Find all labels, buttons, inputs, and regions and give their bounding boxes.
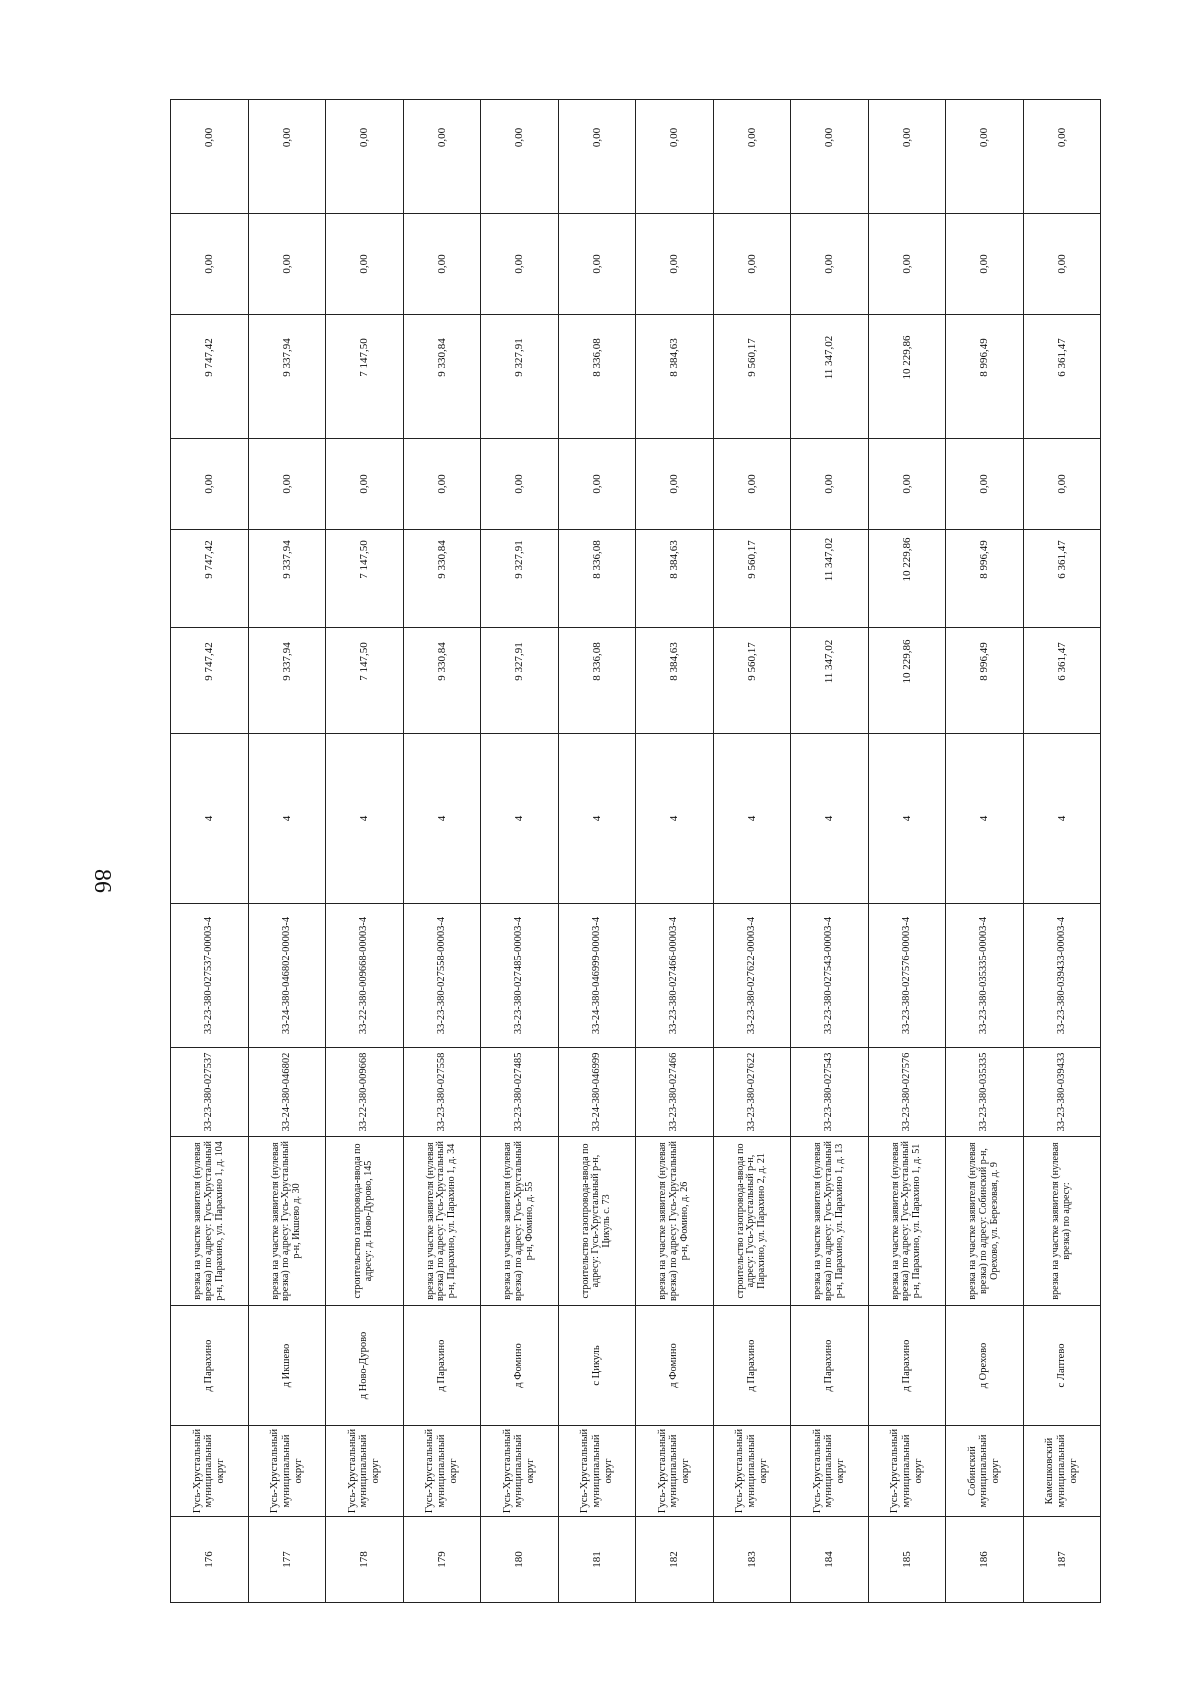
zero-cost-cell: 0,00 bbox=[326, 439, 404, 530]
category-cell: 4 bbox=[713, 734, 791, 904]
cadastral-number-cell: 33-23-380-027622 bbox=[713, 1048, 791, 1137]
category-cell: 4 bbox=[868, 734, 946, 904]
work-description-cell: врезка на участке заявителя (нулевая врезка) по адресу: Гусь-Хрустальный р-н, Парахино, ул. Парахино 1, д. 34 bbox=[403, 1137, 481, 1306]
code-cell: 33-23-380-027622-00003-4 bbox=[713, 904, 791, 1048]
district-cell: Собинский муниципальный округ bbox=[946, 1426, 1024, 1517]
cadastral-number-cell: 33-23-380-039433 bbox=[1023, 1048, 1101, 1137]
locality-cell: д Фомино bbox=[481, 1306, 559, 1426]
work-description-cell: врезка на участке заявителя (нулевая врезка) по адресу: Гусь-Хрустальный р-н, Парахино, ул. Парахино 1, д. 51 bbox=[868, 1137, 946, 1306]
zero-value-cell-a: 0,00 bbox=[636, 214, 714, 315]
cadastral-number-cell: 33-23-380-027537 bbox=[171, 1048, 249, 1137]
locality-cell: с Лаптево bbox=[1023, 1306, 1101, 1426]
district-cell: Гусь-Хрустальный муниципальный округ bbox=[868, 1426, 946, 1517]
work-description-cell: строительство газопровода-ввода по адресу: д. Ново-Дурово, 145 bbox=[326, 1137, 404, 1306]
district-cell: Гусь-Хрустальный муниципальный округ bbox=[791, 1426, 869, 1517]
zero-value-cell-b: 0,00 bbox=[1023, 100, 1101, 214]
cost-cell: 8 384,63 bbox=[636, 530, 714, 628]
category-cell: 4 bbox=[558, 734, 636, 904]
payment-cell: 9 747,42 bbox=[171, 315, 249, 439]
code-cell: 33-23-380-027466-00003-4 bbox=[636, 904, 714, 1048]
cadastral-number-cell: 33-22-380-009668 bbox=[326, 1048, 404, 1137]
cost-cell: 9 747,42 bbox=[171, 530, 249, 628]
district-cell: Гусь-Хрустальный муниципальный округ bbox=[481, 1426, 559, 1517]
table-row bbox=[791, 100, 869, 1603]
cadastral-number-cell: 33-23-380-027543 bbox=[791, 1048, 869, 1137]
zero-cost-cell: 0,00 bbox=[558, 439, 636, 530]
cost-cell: 8 996,49 bbox=[946, 530, 1024, 628]
code-cell: 33-23-380-035335-00003-4 bbox=[946, 904, 1024, 1048]
locality-cell: д Ново-Дурово bbox=[326, 1306, 404, 1426]
payment-cell: 7 147,50 bbox=[326, 315, 404, 439]
category-cell: 4 bbox=[636, 734, 714, 904]
zero-value-cell-a: 0,00 bbox=[248, 214, 326, 315]
category-cell: 4 bbox=[171, 734, 249, 904]
cost-cell: 9 330,84 bbox=[403, 530, 481, 628]
zero-cost-cell: 0,00 bbox=[403, 439, 481, 530]
table-row bbox=[326, 100, 404, 1603]
cost-cell: 10 229,86 bbox=[868, 530, 946, 628]
district-cell: Гусь-Хрустальный муниципальный округ bbox=[326, 1426, 404, 1517]
zero-value-cell-a: 0,00 bbox=[1023, 214, 1101, 315]
zero-value-cell-a: 0,00 bbox=[326, 214, 404, 315]
work-description-cell: врезка на участке заявителя (нулевая врезка) по адресу: Гусь-Хрустальный р-н, Икшево д. 30 bbox=[248, 1137, 326, 1306]
table-row bbox=[558, 100, 636, 1603]
work-description-cell: врезка на участке заявителя (нулевая врезка) по адресу: Гусь-Хрустальный р-н, Парахино, ул. Парахино 1, д. 13 bbox=[791, 1137, 869, 1306]
table-row bbox=[171, 100, 249, 1603]
locality-cell: д Орехово bbox=[946, 1306, 1024, 1426]
locality-cell: д Парахино bbox=[171, 1306, 249, 1426]
table-row bbox=[481, 100, 559, 1603]
work-description-cell: врезка на участке заявителя (нулевая врезка) по адресу: bbox=[1023, 1137, 1101, 1306]
total-cost-cell: 7 147,50 bbox=[326, 628, 404, 734]
zero-cost-cell: 0,00 bbox=[171, 439, 249, 530]
zero-value-cell-b: 0,00 bbox=[248, 100, 326, 214]
cost-cell: 8 336,08 bbox=[558, 530, 636, 628]
district-cell: Гусь-Хрустальный муниципальный округ bbox=[713, 1426, 791, 1517]
zero-cost-cell: 0,00 bbox=[481, 439, 559, 530]
cost-cell: 9 327,91 bbox=[481, 530, 559, 628]
row-number-cell: 187 bbox=[1023, 1517, 1101, 1603]
zero-cost-cell: 0,00 bbox=[791, 439, 869, 530]
zero-value-cell-a: 0,00 bbox=[403, 214, 481, 315]
total-cost-cell: 8 336,08 bbox=[558, 628, 636, 734]
zero-cost-cell: 0,00 bbox=[868, 439, 946, 530]
table-row bbox=[403, 100, 481, 1603]
total-cost-cell: 6 361,47 bbox=[1023, 628, 1101, 734]
table-row bbox=[636, 100, 714, 1603]
payment-cell: 9 337,94 bbox=[248, 315, 326, 439]
zero-cost-cell: 0,00 bbox=[946, 439, 1024, 530]
cadastral-number-cell: 33-23-380-035335 bbox=[946, 1048, 1024, 1137]
district-cell: Гусь-Хрустальный муниципальный округ bbox=[558, 1426, 636, 1517]
locality-cell: д Парахино bbox=[403, 1306, 481, 1426]
table-row bbox=[1023, 100, 1101, 1603]
zero-cost-cell: 0,00 bbox=[636, 439, 714, 530]
zero-cost-cell: 0,00 bbox=[1023, 439, 1101, 530]
zero-value-cell-a: 0,00 bbox=[868, 214, 946, 315]
cost-cell: 9 337,94 bbox=[248, 530, 326, 628]
payment-cell: 6 361,47 bbox=[1023, 315, 1101, 439]
row-number-cell: 182 bbox=[636, 1517, 714, 1603]
cost-cell: 7 147,50 bbox=[326, 530, 404, 628]
total-cost-cell: 9 337,94 bbox=[248, 628, 326, 734]
table-row bbox=[248, 100, 326, 1603]
cadastral-number-cell: 33-23-380-027558 bbox=[403, 1048, 481, 1137]
zero-cost-cell: 0,00 bbox=[713, 439, 791, 530]
row-number-cell: 185 bbox=[868, 1517, 946, 1603]
total-cost-cell: 9 747,42 bbox=[171, 628, 249, 734]
zero-value-cell-a: 0,00 bbox=[713, 214, 791, 315]
category-cell: 4 bbox=[791, 734, 869, 904]
zero-value-cell-b: 0,00 bbox=[481, 100, 559, 214]
payment-cell: 8 384,63 bbox=[636, 315, 714, 439]
category-cell: 4 bbox=[326, 734, 404, 904]
category-cell: 4 bbox=[481, 734, 559, 904]
total-cost-cell: 11 347,02 bbox=[791, 628, 869, 734]
row-number-cell: 183 bbox=[713, 1517, 791, 1603]
total-cost-cell: 10 229,86 bbox=[868, 628, 946, 734]
total-cost-cell: 8 996,49 bbox=[946, 628, 1024, 734]
cadastral-number-cell: 33-24-380-046999 bbox=[558, 1048, 636, 1137]
row-number-cell: 179 bbox=[403, 1517, 481, 1603]
code-cell: 33-23-380-027537-00003-4 bbox=[171, 904, 249, 1048]
row-number-cell: 181 bbox=[558, 1517, 636, 1603]
code-cell: 33-24-380-046999-00003-4 bbox=[558, 904, 636, 1048]
locality-cell: д Икшево bbox=[248, 1306, 326, 1426]
zero-value-cell-b: 0,00 bbox=[713, 100, 791, 214]
zero-value-cell-b: 0,00 bbox=[326, 100, 404, 214]
code-cell: 33-22-380-009668-00003-4 bbox=[326, 904, 404, 1048]
zero-cost-cell: 0,00 bbox=[248, 439, 326, 530]
zero-value-cell-a: 0,00 bbox=[558, 214, 636, 315]
payment-cell: 9 330,84 bbox=[403, 315, 481, 439]
work-description-cell: врезка на участке заявителя (нулевая врезка) по адресу: Собинский р-н, Орехово, ул. Березовая, д. 9 bbox=[946, 1137, 1024, 1306]
page-number: 86 bbox=[89, 869, 115, 893]
zero-value-cell-b: 0,00 bbox=[403, 100, 481, 214]
gas-connection-table bbox=[170, 99, 1101, 1603]
total-cost-cell: 8 384,63 bbox=[636, 628, 714, 734]
category-cell: 4 bbox=[1023, 734, 1101, 904]
category-cell: 4 bbox=[403, 734, 481, 904]
district-cell: Камешковский муниципальный округ bbox=[1023, 1426, 1101, 1517]
table-row bbox=[868, 100, 946, 1603]
table-row bbox=[946, 100, 1024, 1603]
cost-cell: 6 361,47 bbox=[1023, 530, 1101, 628]
code-cell: 33-23-380-027558-00003-4 bbox=[403, 904, 481, 1048]
work-description-cell: строительство газопровода-ввода по адресу: Гусь-Хрустальный р-н, Цикуль с. 73 bbox=[558, 1137, 636, 1306]
table-row bbox=[713, 100, 791, 1603]
work-description-cell: врезка на участке заявителя (нулевая врезка) по адресу: Гусь-Хрустальный р-н, Парахино, ул. Парахино 1, д. 104 bbox=[171, 1137, 249, 1306]
total-cost-cell: 9 330,84 bbox=[403, 628, 481, 734]
rotated-table-container bbox=[170, 100, 1101, 1603]
zero-value-cell-a: 0,00 bbox=[946, 214, 1024, 315]
code-cell: 33-23-380-027576-00003-4 bbox=[868, 904, 946, 1048]
locality-cell: д Парахино bbox=[868, 1306, 946, 1426]
district-cell: Гусь-Хрустальный муниципальный округ bbox=[248, 1426, 326, 1517]
zero-value-cell-b: 0,00 bbox=[171, 100, 249, 214]
payment-cell: 8 996,49 bbox=[946, 315, 1024, 439]
category-cell: 4 bbox=[946, 734, 1024, 904]
payment-cell: 10 229,86 bbox=[868, 315, 946, 439]
zero-value-cell-a: 0,00 bbox=[171, 214, 249, 315]
row-number-cell: 184 bbox=[791, 1517, 869, 1603]
row-number-cell: 186 bbox=[946, 1517, 1024, 1603]
cadastral-number-cell: 33-23-380-027485 bbox=[481, 1048, 559, 1137]
locality-cell: д Парахино bbox=[713, 1306, 791, 1426]
code-cell: 33-24-380-046802-00003-4 bbox=[248, 904, 326, 1048]
zero-value-cell-b: 0,00 bbox=[946, 100, 1024, 214]
total-cost-cell: 9 560,17 bbox=[713, 628, 791, 734]
row-number-cell: 178 bbox=[326, 1517, 404, 1603]
district-cell: Гусь-Хрустальный муниципальный округ bbox=[636, 1426, 714, 1517]
code-cell: 33-23-380-027485-00003-4 bbox=[481, 904, 559, 1048]
zero-value-cell-b: 0,00 bbox=[791, 100, 869, 214]
total-cost-cell: 9 327,91 bbox=[481, 628, 559, 734]
cadastral-number-cell: 33-23-380-027466 bbox=[636, 1048, 714, 1137]
code-cell: 33-23-380-039433-00003-4 bbox=[1023, 904, 1101, 1048]
category-cell: 4 bbox=[248, 734, 326, 904]
payment-cell: 9 327,91 bbox=[481, 315, 559, 439]
locality-cell: д Фомино bbox=[636, 1306, 714, 1426]
cadastral-number-cell: 33-23-380-027576 bbox=[868, 1048, 946, 1137]
work-description-cell: врезка на участке заявителя (нулевая врезка) по адресу: Гусь-Хрустальный р-н, Фомино, д. 26 bbox=[636, 1137, 714, 1306]
payment-cell: 8 336,08 bbox=[558, 315, 636, 439]
zero-value-cell-b: 0,00 bbox=[636, 100, 714, 214]
cost-cell: 9 560,17 bbox=[713, 530, 791, 628]
locality-cell: д Парахино bbox=[791, 1306, 869, 1426]
payment-cell: 9 560,17 bbox=[713, 315, 791, 439]
district-cell: Гусь-Хрустальный муниципальный округ bbox=[403, 1426, 481, 1517]
work-description-cell: строительство газопровода-ввода по адресу: Гусь-Хрустальный р-н, Парахино, ул. Парахино 2, д. 21 bbox=[713, 1137, 791, 1306]
zero-value-cell-b: 0,00 bbox=[558, 100, 636, 214]
row-number-cell: 180 bbox=[481, 1517, 559, 1603]
zero-value-cell-a: 0,00 bbox=[791, 214, 869, 315]
work-description-cell: врезка на участке заявителя (нулевая врезка) по адресу: Гусь-Хрустальный р-н, Фомино, д. 55 bbox=[481, 1137, 559, 1306]
district-cell: Гусь-Хрустальный муниципальный округ bbox=[171, 1426, 249, 1517]
payment-cell: 11 347,02 bbox=[791, 315, 869, 439]
code-cell: 33-23-380-027543-00003-4 bbox=[791, 904, 869, 1048]
cadastral-number-cell: 33-24-380-046802 bbox=[248, 1048, 326, 1137]
row-number-cell: 176 bbox=[171, 1517, 249, 1603]
cost-cell: 11 347,02 bbox=[791, 530, 869, 628]
zero-value-cell-b: 0,00 bbox=[868, 100, 946, 214]
row-number-cell: 177 bbox=[248, 1517, 326, 1603]
zero-value-cell-a: 0,00 bbox=[481, 214, 559, 315]
locality-cell: с Цикуль bbox=[558, 1306, 636, 1426]
